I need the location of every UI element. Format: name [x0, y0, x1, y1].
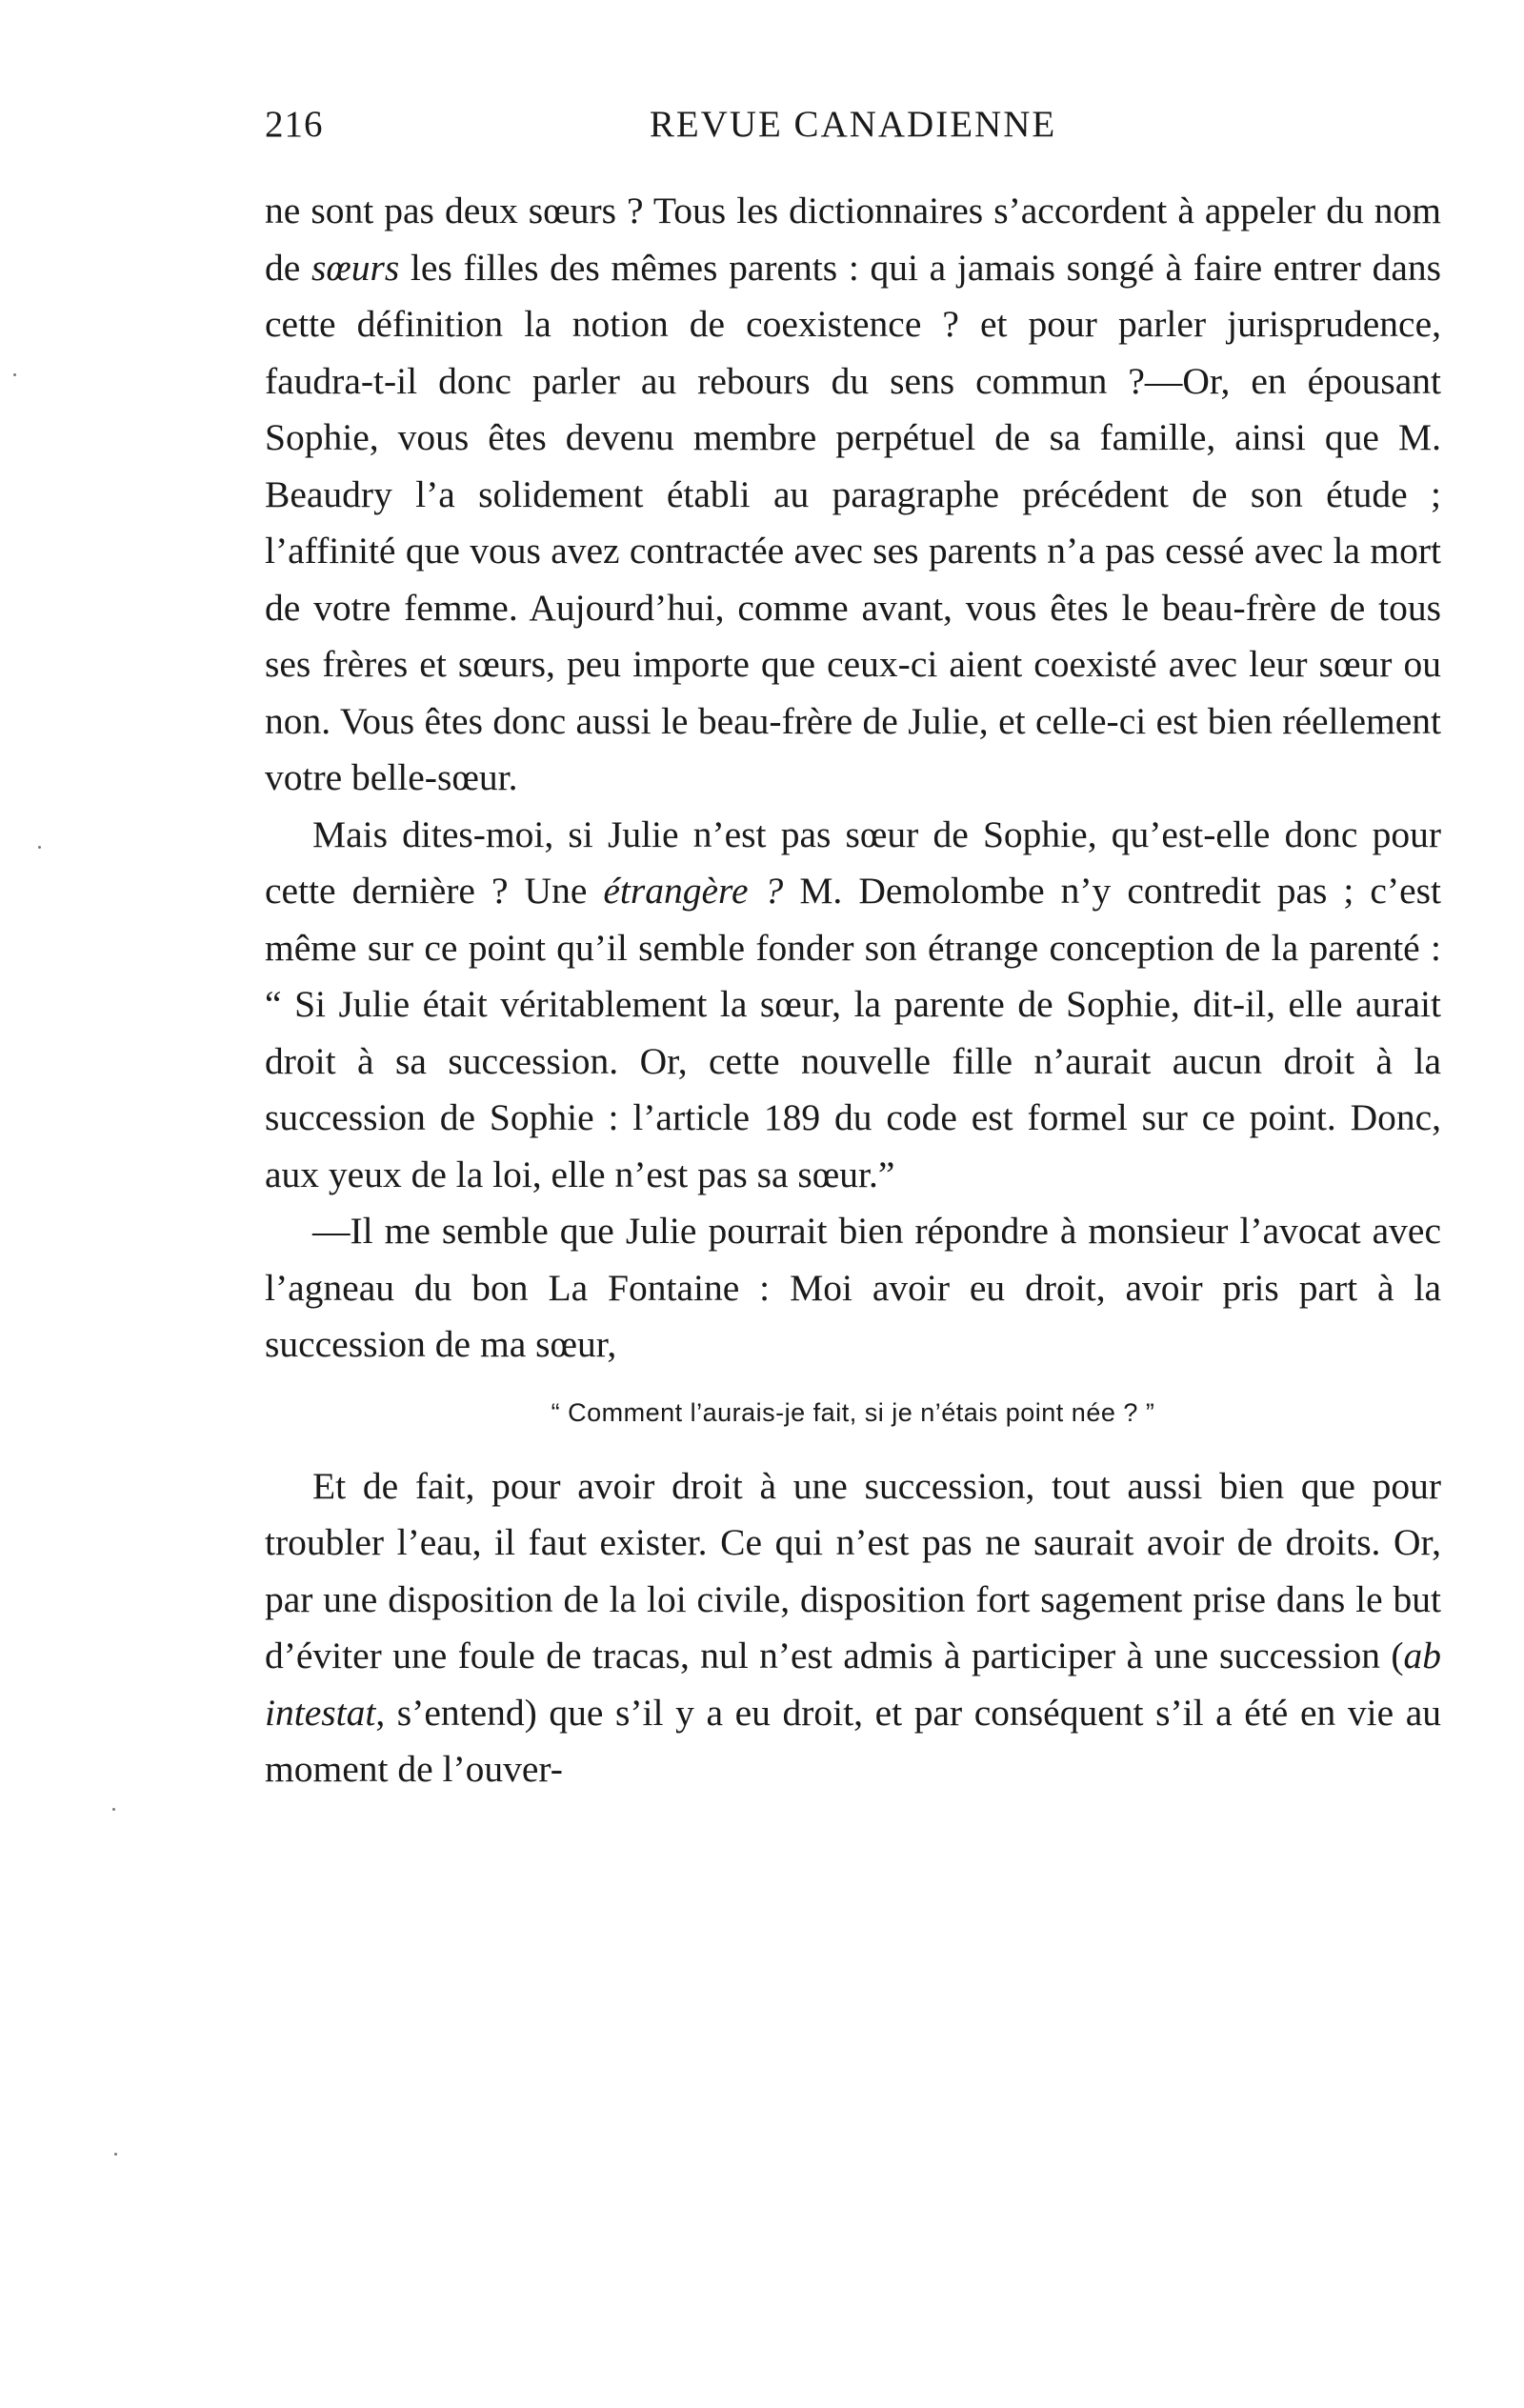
body-text	[265, 183, 1441, 1798]
page-header	[265, 103, 1441, 160]
margin-speck	[112, 1808, 115, 1811]
page-number: 216	[265, 104, 324, 145]
paragraph	[265, 183, 1441, 807]
text-run: Mais dites-moi, si Julie n’est pas sœur de Sophie, qu’est-elle donc pour cette dernière ? Une	[265, 813, 1441, 912]
text-run: —Il me semble que Julie pourrait bien répondre à monsieur l’avocat avec l’agneau du bon La Fontaine : Moi avoir eu droit, avoir pris part à la succession de ma sœur,	[265, 1210, 1441, 1365]
running-title: REVUE CANADIENNE	[649, 104, 1057, 145]
document-page	[265, 103, 1441, 1798]
margin-speck	[114, 2153, 117, 2156]
margin-speck	[38, 846, 41, 849]
paragraph	[265, 807, 1441, 1204]
paragraph	[265, 1203, 1441, 1374]
italic-text: sœurs	[311, 246, 400, 289]
text-run: les filles des mêmes parents : qui a jamais songé à faire entrer dans cette définition la notion de coexistence ? et pour parler jurisprudence, faudra-t-il donc parler au rebours du sens commun ?—Or, en épousant Sophie, vous êtes devenu membre perpétuel de sa famille, ainsi que M. Beaudry l’a solidement établi au paragraphe précédent de son étude ; l’affinité que vous avez contractée avec ses parents n’a pas cessé avec la mort de votre femme. Aujourd’hui, comme avant, vous êtes le beau-frère de tous ses frères et sœurs, peu importe que ceux-ci aient coexisté avec leur sœur ou non. Vous êtes donc aussi le beau-frère de Julie, et celle-ci est bien réellement votre belle-sœur.	[265, 246, 1441, 798]
italic-text: étrangère ?	[603, 870, 784, 912]
italic-text: ab intestat	[265, 1635, 1441, 1734]
text-run: ne sont pas deux sœurs ? Tous les dictionnaires s’accordent à appeler du nom de	[265, 190, 1441, 289]
verse-quote: “ Comment l’aurais-je fait, si je n’étais point née ? ”	[551, 1397, 1155, 1427]
text-run: , s’entend) que s’il y a eu droit, et par conséquent s’il a été en vie au moment de l’ouver-	[265, 1691, 1441, 1790]
text-run: Et de fait, pour avoir droit à une succession, tout aussi bien que pour troubler l’eau, il faut exister. Ce qui n’est pas ne saurait avoir de droits. Or, par une disposition de la loi civile, disposition fort sagement prise dans le but d’éviter une foule de tracas, nul n’est admis à participer à une succession (	[265, 1464, 1441, 1676]
margin-speck	[13, 373, 16, 376]
text-run: M. Demolombe n’y contredit pas ; c’est même sur ce point qu’il semble fonder son étrange conception de la parenté : “ Si Julie était véritablement la sœur, la parente de Sophie, dit-il, elle aurait droit à sa succession. Or, cette nouvelle fille n’aurait aucun droit à la succession de Sophie : l’article 189 du code est formel sur ce point. Donc, aux yeux de la loi, elle n’est pas sa sœur.”	[265, 870, 1441, 1195]
paragraph	[265, 1458, 1441, 1798]
